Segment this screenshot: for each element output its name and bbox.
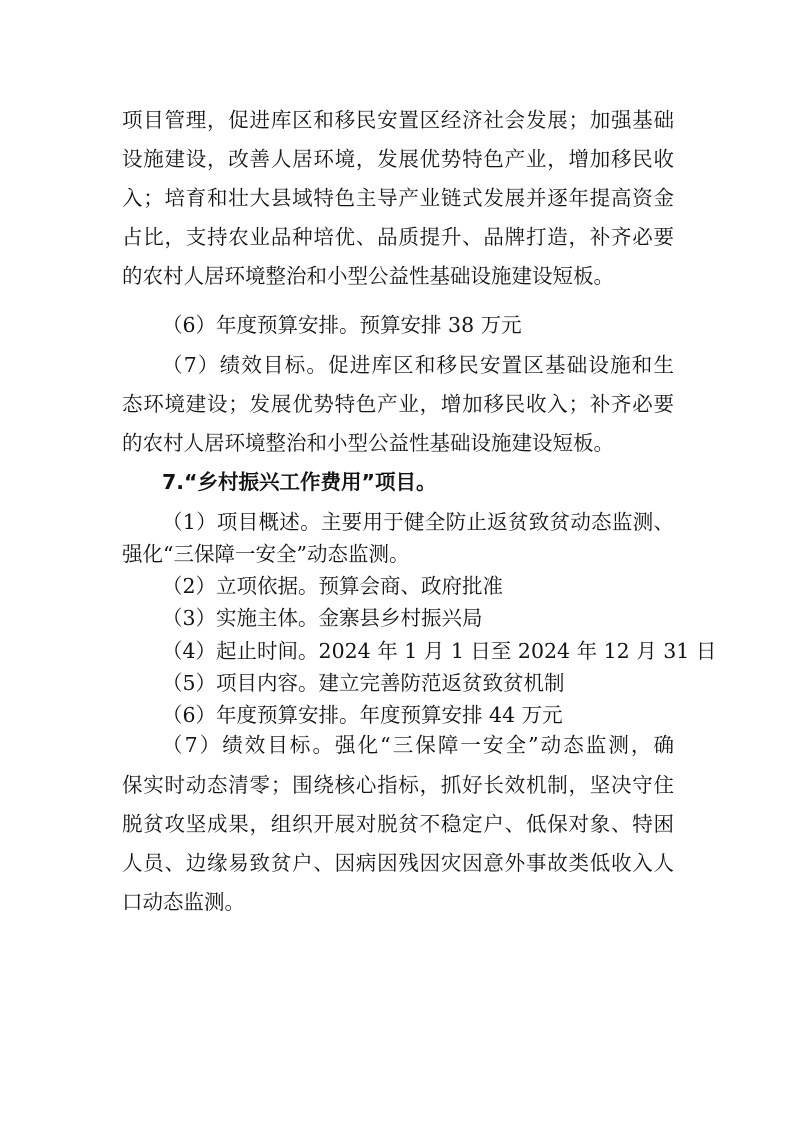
basis-item: （2）立项依据。预算会商、政府批准 <box>162 574 504 598</box>
content-item: （5）项目内容。建立完善防范返贫致贫机制 <box>162 671 565 695</box>
period-item: （4）起止时间。2024 年 1 月 1 日至 2024 年 12 月 31 日 <box>162 639 717 663</box>
body-text-line: 的农村人居环境整治和小型公益性基础设施建设短板。 <box>122 431 614 455</box>
body-text-line: 口动态监测。 <box>122 890 245 914</box>
budget-item: （6）年度预算安排。预算安排 38 万元 <box>162 313 522 337</box>
performance-goal-item: （7）绩效目标。促进库区和移民安置区基础设施和生 <box>162 353 674 377</box>
body-text-line: 入；培育和壮大县域特色主导产业链式发展并逐年提高资金 <box>122 186 674 210</box>
section-heading: 7.“乡村振兴工作费用”项目。 <box>162 470 437 494</box>
body-text-line: 态环境建设；发展优势特色产业，增加移民收入；补齐必要 <box>122 392 674 416</box>
overview-item: （1）项目概述。主要用于健全防止返贫致贫动态监测、 <box>162 510 674 534</box>
performance-goal-item: （7）绩效目标。强化“三保障一安全”动态监测，确 <box>162 733 674 757</box>
body-text-line: 项目管理，促进库区和移民安置区经济社会发展；加强基础 <box>122 108 674 132</box>
body-text-line: 强化“三保障一安全”动态监测。 <box>122 542 410 566</box>
implementer-item: （3）实施主体。金寨县乡村振兴局 <box>162 606 483 630</box>
body-text-line: 人员、边缘易致贫户、因病因残因灾因意外事故类低收入人 <box>122 851 674 875</box>
body-text-line: 脱贫攻坚成果，组织开展对脱贫不稳定户、低保对象、特困 <box>122 812 674 836</box>
body-text-line: 保实时动态清零；围绕核心指标，抓好长效机制，坚决守住 <box>122 773 674 797</box>
body-text-line: 设施建设，改善人居环境，发展优势特色产业，增加移民收 <box>122 147 674 171</box>
body-text-line: 的农村人居环境整治和小型公益性基础设施建设短板。 <box>122 264 614 288</box>
budget-item: （6）年度预算安排。年度预算安排 44 万元 <box>162 703 563 727</box>
body-text-line: 占比，支持农业品种培优、品质提升、品牌打造，补齐必要 <box>122 225 674 249</box>
